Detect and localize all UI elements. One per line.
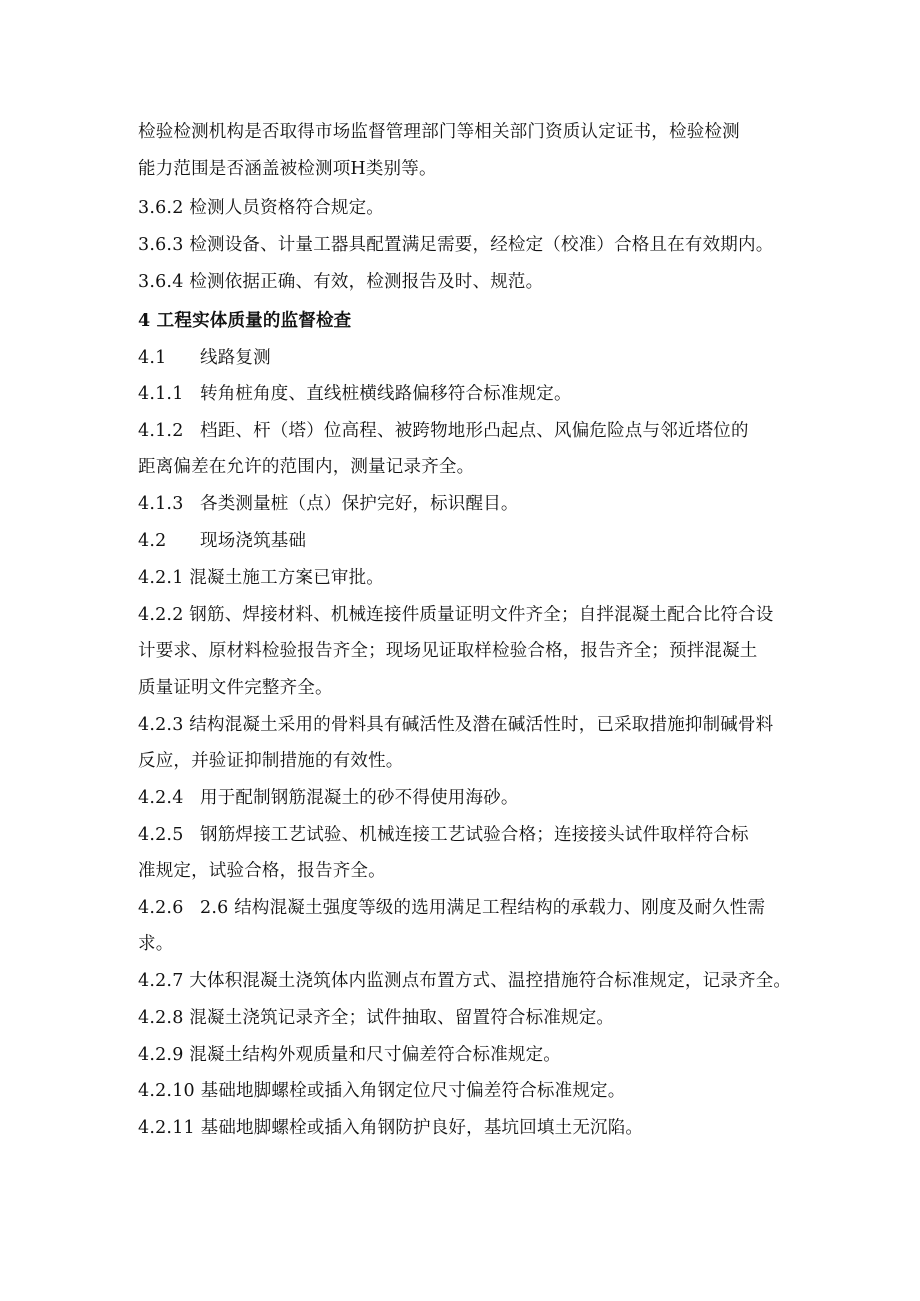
clause-number: 4.2: [138, 531, 167, 551]
paragraph-line: 距离偏差在允许的范围内，测量记录齐全。: [138, 457, 475, 477]
paragraph-line: 准规定，试验合格，报告齐全。: [138, 861, 386, 881]
clause-number: 4.2.5: [138, 825, 184, 845]
clause-4-2-11: 4.2.11 基础地脚螺栓或插入角钢防护良好，基坑回填土无沉陷。: [138, 1118, 644, 1138]
clause-text: 转角桩角度、直线桩横线路偏移符合标准规定。: [200, 384, 572, 404]
paragraph-line: 检验检测机构是否取得市场监督管理部门等相关部门资质认定证书，检验检测: [138, 122, 740, 142]
clause-text: 线路复测: [200, 348, 271, 368]
clause-4-1-1: [138, 382, 572, 406]
paragraph-line: 反应，并验证抑制措施的有效性。: [138, 751, 404, 771]
clause-3-6-2: 3.6.2 检测人员资格符合规定。: [138, 198, 384, 218]
clause-4-2-7: 4.2.7 大体积混凝土浇筑体内监测点布置方式、温控措施符合标准规定，记录齐全。: [138, 971, 792, 991]
clause-4-2-2: 4.2.2 钢筋、焊接材料、机械连接件质量证明文件齐全；自拌混凝土配合比符合设: [138, 605, 774, 625]
paragraph-line: 求。: [138, 934, 174, 954]
clause-number: 4.1.2: [138, 421, 184, 441]
clause-4-2-8: 4.2.8 混凝土浇筑记录齐全；试件抽取、留置符合标准规定。: [138, 1008, 615, 1028]
clause-3-6-3: 3.6.3 检测设备、计量工器具配置满足需要，经检定（校准）合格且在有效期内。: [138, 235, 774, 255]
paragraph-line: 质量证明文件完整齐全。: [138, 678, 333, 698]
clause-3-6-4: 3.6.4 检测依据正确、有效，检测报告及时、规范。: [138, 272, 544, 292]
section-heading: 4 工程实体质量的监督检查: [138, 311, 352, 331]
clause-text: 用于配制钢筋混凝土的砂不得使用海砂。: [200, 788, 519, 808]
clause-number: 4.2.6: [138, 898, 184, 918]
paragraph-line: 计要求、原材料检验报告齐全；现场见证取样检验合格，报告齐全；预拌混凝土: [138, 641, 758, 661]
clause-4-2-3: 4.2.3 结构混凝土采用的骨料具有碱活性及潜在碱活性时，已采取措施抑制碱骨料: [138, 715, 774, 735]
clause-number: 4.2.4: [138, 788, 184, 808]
clause-number: 4.1: [138, 348, 167, 368]
clause-4-2-4: [138, 786, 519, 810]
clause-4-2: [138, 529, 306, 553]
clause-4-2-10: 4.2.10 基础地脚螺栓或插入角钢定位尺寸偏差符合标准规定。: [138, 1081, 626, 1101]
clause-number: 4.1.1: [138, 384, 184, 404]
clause-4-2-6: [138, 896, 765, 920]
clause-text: 档距、杆（塔）位高程、被跨物地形凸起点、风偏危险点与邻近塔位的: [200, 421, 749, 441]
clause-text: 各类测量桩（点）保护完好，标识醒目。: [200, 494, 519, 514]
clause-4-2-9: 4.2.9 混凝土结构外观质量和尺寸偏差符合标准规定。: [138, 1045, 561, 1065]
clause-text: 2.6 结构混凝土强度等级的选用满足工程结构的承载力、刚度及耐久性需: [200, 898, 766, 918]
clause-number: 4.1.3: [138, 494, 184, 514]
paragraph-line: 能力范围是否涵盖被检测项H类别等。: [138, 159, 437, 179]
clause-4-1-3: [138, 492, 519, 516]
clause-text: 钢筋焊接工艺试验、机械连接工艺试验合格；连接接头试件取样符合标: [200, 825, 749, 845]
clause-4-2-5: [138, 823, 749, 847]
clause-4-2-1: 4.2.1 混凝土施工方案已审批。: [138, 568, 384, 588]
clause-4-1: [138, 346, 271, 370]
clause-text: 现场浇筑基础: [200, 531, 307, 551]
clause-4-1-2: [138, 419, 749, 443]
